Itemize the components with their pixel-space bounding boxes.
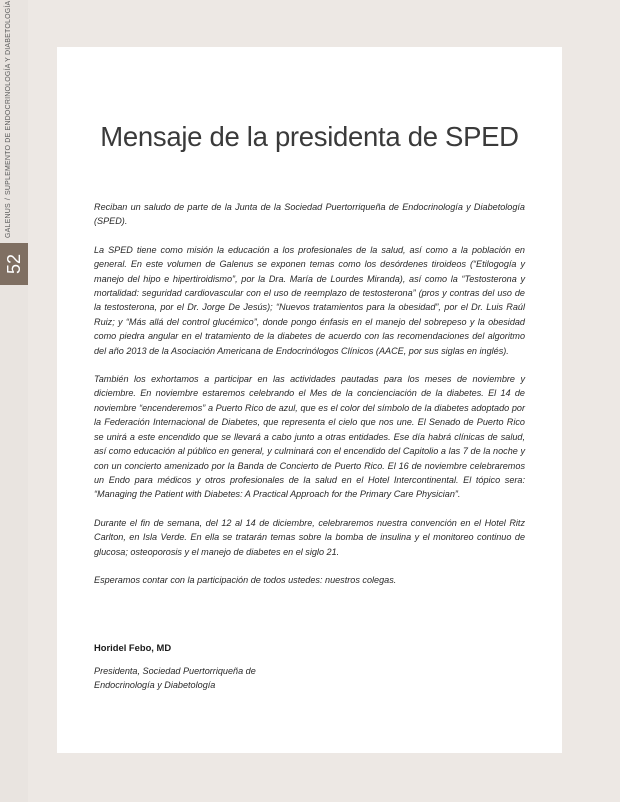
signature-role-line: Presidenta, Sociedad Puertorriqueña de: [94, 666, 256, 676]
page-number: 52: [4, 253, 24, 275]
paragraph: La SPED tiene como misión la educación a los profesionales de la salud, así como a la población en general. En este volumen de Galenus se exponen temas como los desórdenes tiroideos (“Etilogogía y manejo del hipo e hipertiroidismo”, por la Dra. María de Lourdes Miranda), así como la “Testosterona y mortalidad: seguridad cardiovascular con el uso de reemplazo de testosterona” (pros y contras del uso de la testosterona, por el Dr. Jorge De Jesús); “Nuevos tratamientos para la obesidad”, por el Dr. Luis Raúl Ruiz; y “Más allá del control glucémico”, donde pongo énfasis en el manejo del sobrepeso y la obesidad como piedra angular en el tratamiento de la diabetes de acuerdo con las recomendaciones del algoritmo del año 2013 de la Asociación Americana de Endocrinólogos Clínicos (AACE, por sus siglas en inglés).: [94, 244, 525, 356]
article-body: [94, 200, 525, 601]
signature-name: Horidel Febo, MD: [94, 642, 172, 653]
signature-role: [94, 664, 394, 693]
side-strip: [0, 0, 28, 802]
signature-role-line: Endocrinología y Diabetología: [94, 680, 216, 691]
article-page: [57, 47, 562, 753]
header-separator: /: [5, 197, 12, 201]
paragraph: Esperamos contar con la participación de todos ustedes: nuestros colegas.: [94, 574, 397, 585]
paragraph: También los exhortamos a participar en las actividades pautadas para los meses de noviembre y diciembre. En noviembre estaremos celebrando el Mes de la concienciación de la diabetes. El 14 de noviembre “encenderemos” a Puerto Rico de azul, que es el color del símbolo de la diabetes adoptado por la Federación Internacional de Diabetes, que representa el cielo que nos une. El Senado de Puerto Rico se unirá a este encendido que se llevará a cabo junto a otras entidades. Ese día habrá clínicas de salud, así como educación al público en general, y culminará con el encendido del Capitolio a las 7 de la noche y con un concierto amenizado por la Banda de Concierto de Puerto Rico. El 16 de noviembre celebraremos un Endo para médicos y otros profesionales de la salud en el Hotel Intercontinental. El tópico sera: “Managing the Patient with Diabetes: A Practical Approach for the Primary Care Physician”.: [94, 374, 525, 500]
page-number-box: [0, 243, 28, 285]
supplement-name: SUPLEMENTO DE ENDOCRINOLOGÍA Y DIABETOLOGÍA: [5, 0, 12, 195]
paragraph: Durante el fin de semana, del 12 al 14 de diciembre, celebraremos nuestra convención en el Hotel Ritz Carlton, en Isla Verde. En ella se tratarán temas sobre la bomba de insulina y el monitoreo continuo de glucosa; osteoporosis y el manejo de diabetes en el siglo 21.: [94, 517, 525, 557]
running-header: [5, 1, 12, 238]
article-title: Mensaje de la presidenta de SPED: [100, 121, 519, 152]
journal-name: GALENUS: [5, 203, 12, 238]
paragraph: Reciban un saludo de parte de la Junta de la Sociedad Puertorriqueña de Endocrinología y Diabetología (SPED).: [94, 202, 525, 227]
